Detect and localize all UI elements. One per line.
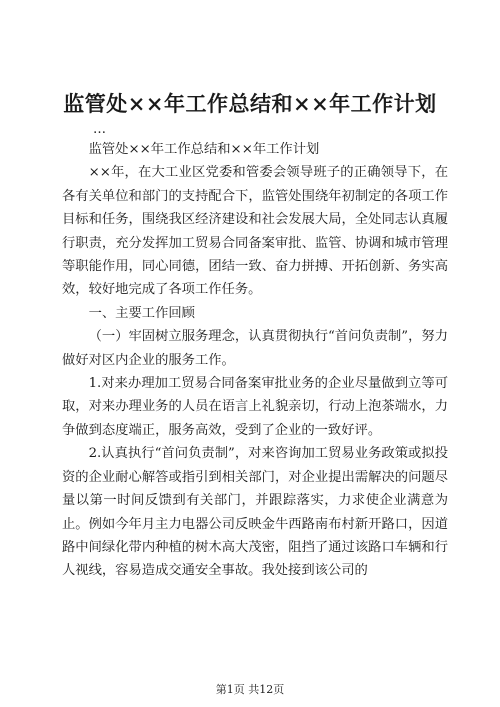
paragraph-item-2: 2.认真执行“首问负责制”，对来咨询加工贸易业务政策或拟投资的企业耐心解答或指引到相关部门，对企业提出需解决的问题尽量以第一时间反馈到有关部门，并跟踪落实，力求使企业满意为止。例如今年月主力电器公司反映金牛西路南布村新开路口，因道路中间绿化带内种植的树木高大茂密，阻挡了通过该路口车辆和行人视线，容易造成交通安全事故。我处接到该公司的 bbox=[62, 446, 448, 579]
paragraph-item-1: 1.对来办理加工贸易合同备案审批业务的企业尽量做到立等可取，对来办理业务的人员在语言上礼貌亲切，行动上泡茶端水，力争做到态度端正，服务高效，受到了企业的一致好评。 bbox=[62, 376, 448, 438]
section-heading: 一、主要工作回顾 bbox=[88, 305, 195, 321]
ellipsis-marker: … bbox=[93, 122, 107, 137]
document-subtitle: 监管处××年工作总结和××年工作计划 bbox=[88, 142, 320, 157]
subsection-heading: （一）牢固树立服务理念，认真贯彻执行“首问负责制”，努力做好对区内企业的服务工作。 bbox=[62, 329, 448, 368]
document-title: 监管处××年工作总结和××年工作计划 bbox=[63, 91, 437, 116]
document-body bbox=[62, 138, 448, 583]
page-number-footer: 第1页 共12页 bbox=[215, 683, 285, 696]
paragraph-intro: ××年，在大工业区党委和管委会领导班子的正确领导下，在各有关单位和部门的支持配合下，监管处围绕年初制定的各项工作目标和任务，围绕我区经济建设和社会发展大局，全处同志认真履行职责，充分发挥加工贸易合同备案审批、监管、协调和城市管理等职能作用，同心同德，团结一致、奋力拼搏、开拓创新、务实高效，较好地完成了各项工作任务。 bbox=[62, 165, 448, 298]
